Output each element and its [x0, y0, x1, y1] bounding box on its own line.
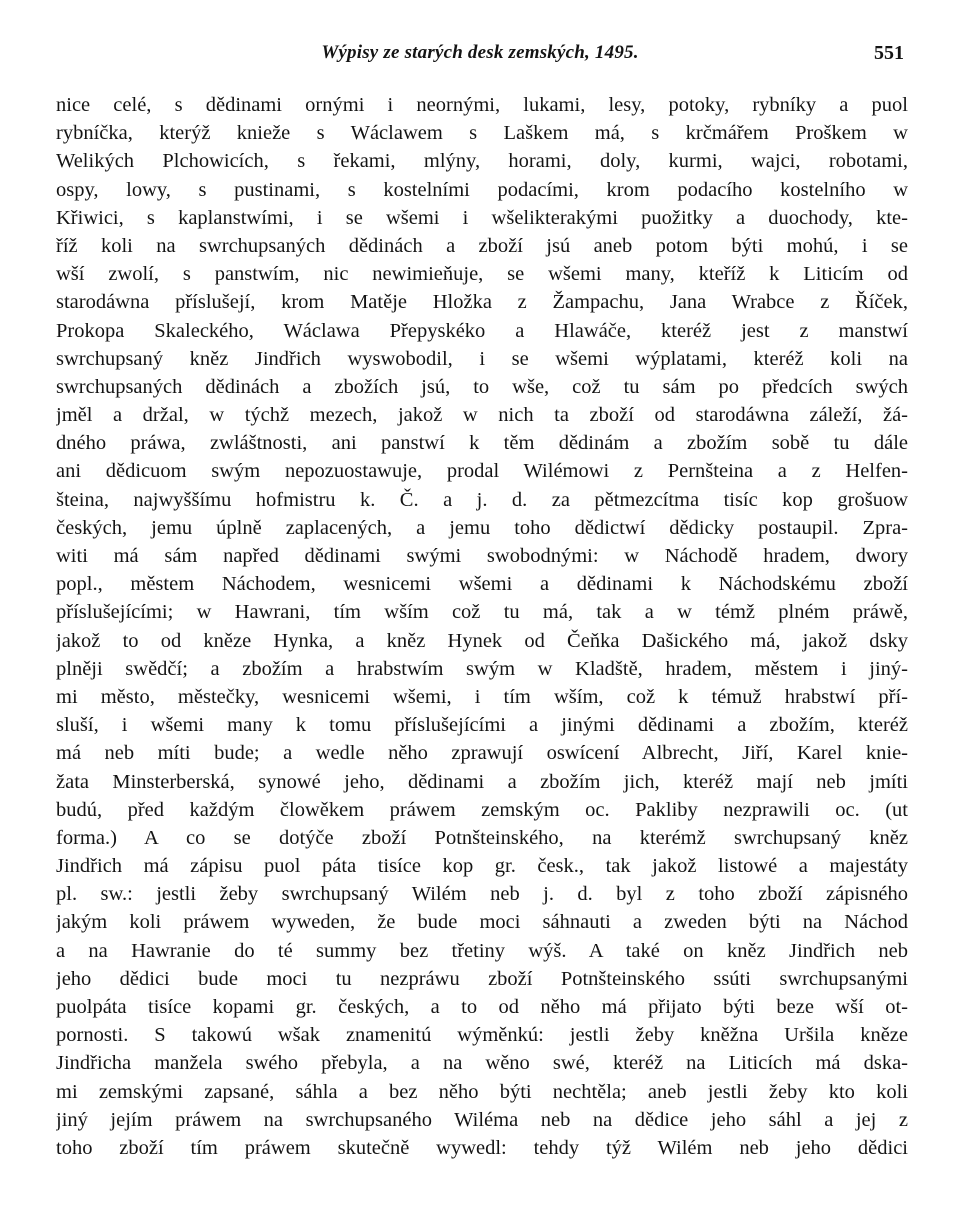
- text-line: Jindřich má zápisu puol páta tisíce kop gr. česk., tak jakož listowé a majestáty: [56, 855, 908, 878]
- text-line: žata Minsterberská, synowé jeho, dědinami a zbožím jich, kteréž mají neb jmíti: [56, 770, 908, 793]
- text-line: rybníčka, kterýž knieže s Wáclawem s Laškem má, s krčmářem Proškem w: [56, 122, 908, 145]
- text-line: šteina, najwyššímu hofmistru k. Č. a j. d. za pětmezcítma tisíc kop grošuow: [56, 488, 908, 511]
- page-number: 551: [874, 42, 904, 64]
- text-line: Jindřicha manžela swého přebyla, a na wěno swé, kteréž na Liticích má dska-: [56, 1052, 908, 1075]
- text-line: jakož to od kněze Hynka, a kněz Hynek od Čeňka Dašického má, jakož dsky: [56, 629, 908, 652]
- text-line: witi má sám napřed dědinami swými swobodnými: w Náchodě hradem, dwory: [56, 545, 908, 567]
- text-line: mi město, městečky, wesnicemi wšemi, i tím wším, což k témuž hrabstwí pří-: [56, 685, 908, 708]
- text-line: pornosti. S takowú wšak znamenitú wýměnkú: jestli žeby kněžna Uršila kněze: [56, 1024, 908, 1047]
- text-line: sluší, i wšemi many k tomu příslušejícími a jinými dědinami a zbožím, kteréž: [56, 714, 908, 737]
- text-line: plněji swědčí; a zbožím a hrabstwím swým w Kladště, hradem, městem i jiný-: [56, 657, 908, 680]
- text-line: puolpáta tisíce kopami gr. českých, a to od něho má přijato býti beze wší ot-: [56, 996, 908, 1018]
- text-line: jakým koli práwem wyweden, že bude moci sáhnauti a zweden býti na Náchod: [56, 911, 908, 934]
- text-line: forma.) A co se dotýče zboží Potnšteinského, na kterémž swrchupsaný kněz: [56, 826, 908, 849]
- text-line: pl. sw.: jestli žeby swrchupsaný Wilém neb j. d. byl z toho zboží zápisného: [56, 883, 908, 906]
- page-header: [56, 42, 904, 78]
- text-line: jměl a držal, w týchž mezech, jakož w nich ta zboží od starodáwna záleží, žá-: [56, 404, 908, 427]
- text-line: jeho dědici bude moci tu nezpráwu zboží Potnšteinského ssúti swrchupsanými: [56, 967, 908, 990]
- running-title: Wýpisy ze starých desk zemských, 1495.: [321, 42, 639, 63]
- text-line: má neb míti bude; a wedle něho zprawují oswícení Albrecht, Jiří, Karel knie-: [56, 742, 908, 765]
- text-line: popl., městem Náchodem, wesnicemi wšemi a dědinami k Náchodskému zboží: [56, 573, 908, 596]
- text-line: říž koli na swrchupsaných dědinách a zboží jsú aneb potom býti mohú, i se: [56, 234, 908, 257]
- text-line: nice celé, s dědinami ornými i neornými, lukami, lesy, potoky, rybníky a puol: [56, 94, 908, 116]
- text-line: a na Hawranie do té summy bez třetiny wýš. A také on kněz Jindřich neb: [56, 939, 908, 962]
- text-line: ospy, lowy, s pustinami, s kostelními podacími, krom podacího kostelního w: [56, 178, 908, 201]
- text-line: Prokopa Skaleckého, Wáclawa Přepyskéko a Hlawáče, kteréž jest z manstwí: [56, 319, 908, 342]
- text-line: swrchupsaný kněz Jindřich wyswobodil, i se wšemi wýplatami, kteréž koli na: [56, 347, 908, 370]
- text-line: toho zboží tím práwem skutečně wywedl: tehdy týž Wilém neb jeho dědici: [56, 1136, 908, 1159]
- text-line: swrchupsaných dědinách a zbožích jsú, to wše, což tu sám po předcích swých: [56, 375, 908, 398]
- text-line: Welikých Plchowicích, s řekami, mlýny, horami, doly, kurmi, wajci, robotami,: [56, 150, 908, 173]
- text-line: ani dědicuom swým nepozuostawuje, prodal Wilémowi z Pernšteina a z Helfen-: [56, 460, 908, 483]
- text-line: Křiwici, s kaplanstwími, i se wšemi i wšelikterakými puožitky a duochody, kte-: [56, 206, 908, 229]
- text-line: jiný jejím práwem na swrchupsaného Wiléma neb na dědice jeho sáhl a jej z: [56, 1108, 908, 1131]
- text-line: příslušejícími; w Hawrani, tím wším což tu má, tak a w témž plném práwě,: [56, 601, 908, 624]
- text-line: wší zwolí, s panstwím, nic newimieňuje, se wšemi many, kteříž k Liticím od: [56, 263, 908, 286]
- text-line: starodáwna příslušejí, krom Matěje Hložka z Žampachu, Jana Wrabce z Říček,: [56, 291, 908, 314]
- text-line: budú, před každým člowěkem práwem zemským oc. Pakliby nezprawili oc. (ut: [56, 798, 908, 821]
- text-line: dného práwa, zwláštnosti, ani panstwí k těm dědinám a zbožím sobě tu dále: [56, 432, 908, 455]
- body-text: [56, 91, 908, 1162]
- text-line: mi zemskými zapsané, sáhla a bez něho býti nechtěla; aneb jestli žeby kto koli: [56, 1080, 908, 1103]
- text-line: českých, jemu úplně zaplacených, a jemu toho dědictwí dědicky postaupil. Zpra-: [56, 516, 908, 539]
